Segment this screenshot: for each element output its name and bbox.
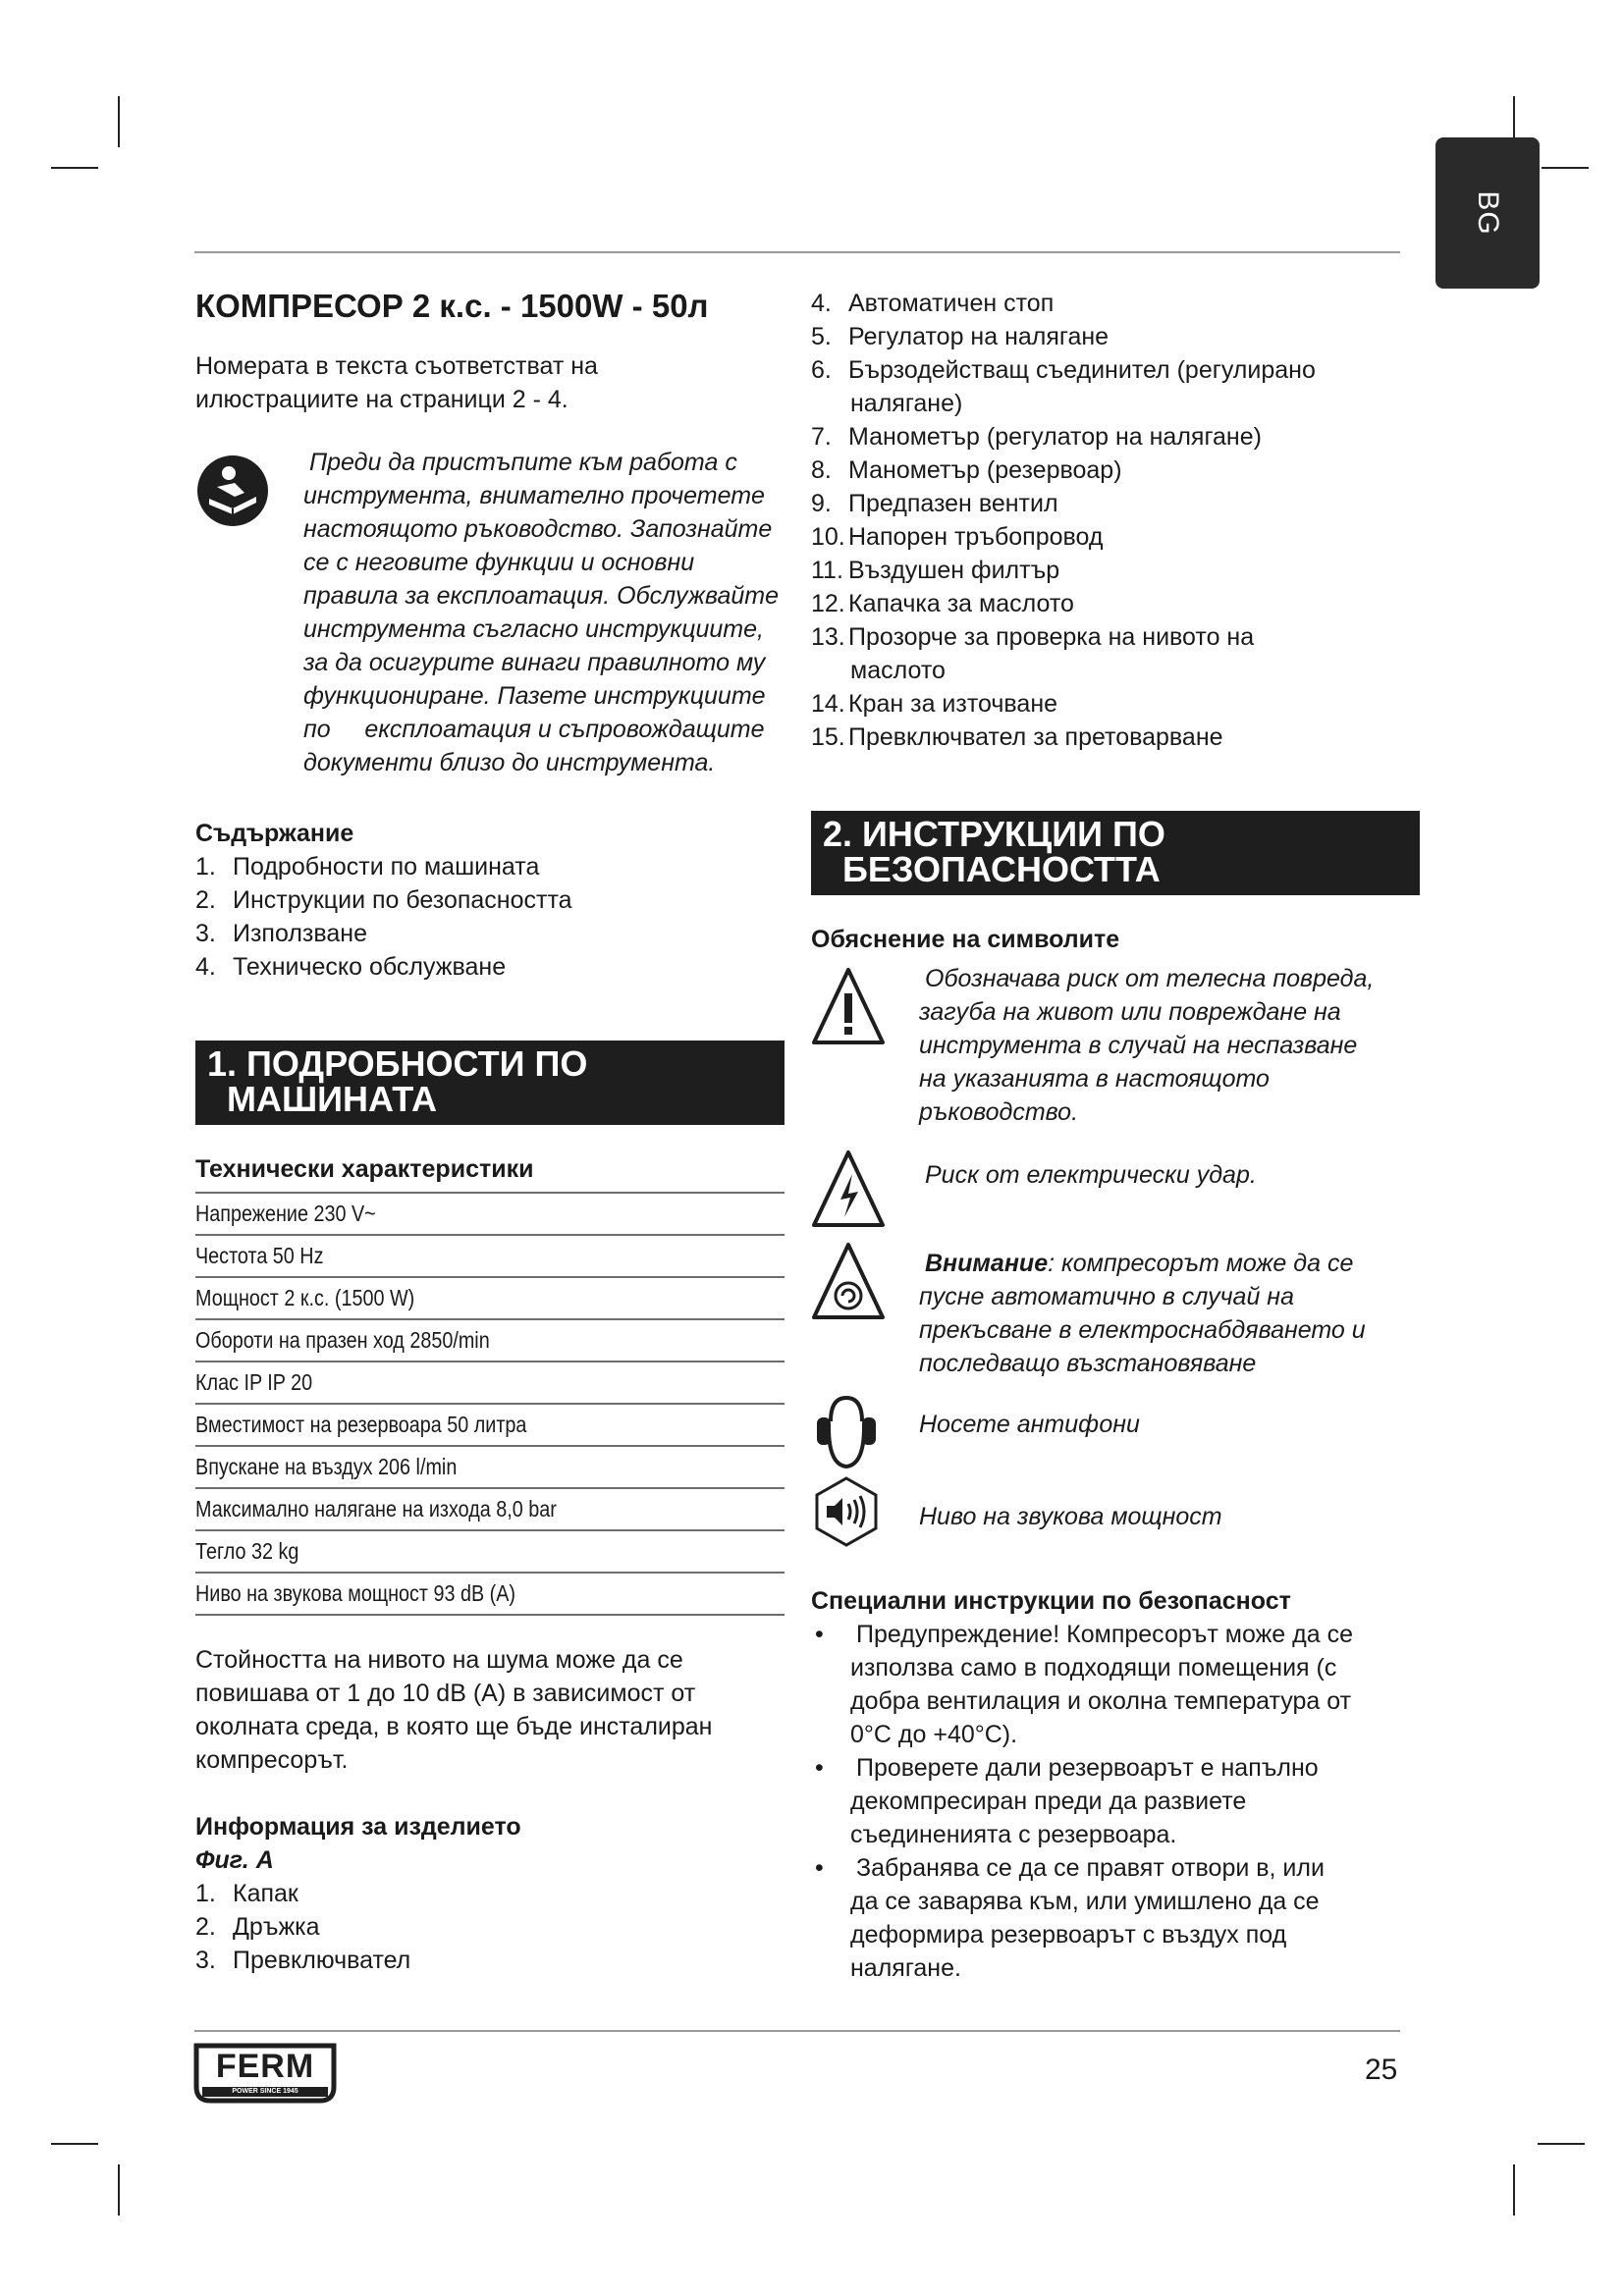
table-row: Клас IP IP 20 — [195, 1362, 785, 1404]
list-item: 3. Използване — [195, 920, 367, 947]
table-row: Вместимост на резервоара 50 литра — [195, 1404, 785, 1446]
list-item: 12. Капачка за маслото — [811, 590, 1074, 617]
table-row: Максимално налягане на изхода 8,0 bar — [195, 1488, 785, 1530]
list-item: 6. Бързодействащ съединител (регулирано налягане) — [811, 356, 1316, 417]
header-rule — [194, 251, 1400, 253]
symbol-sound-power: Ниво на звукова мощност — [811, 1486, 1420, 1584]
list-item: 1. Подробности по машината — [195, 853, 540, 881]
crop-mark — [118, 96, 120, 147]
read-manual-notice: Преди да пристъпите към работа с инструмента, внимателно прочетете настоящото ръководство. Запознайте се с неговите функции и основни правила за експлоатация. Обслужвайте инструмента съгласно инструкциите, за да осигурите винаги правилното му функциониране. Пазете инструкциите по експлоатация и съпровождащите документи близо до инструмента. — [195, 446, 785, 779]
list-item: 1. Капак — [195, 1880, 298, 1907]
product-info-heading: Информация за изделието — [195, 1813, 521, 1841]
special-instructions-list — [811, 1618, 1420, 1985]
table-row: Ниво на звукова мощност 93 dB (A) — [195, 1573, 785, 1615]
contents-heading: Съдържание — [195, 820, 354, 847]
section-2-banner: 2. ИНСТРУКЦИИ ПО БЕЗОПАСНОСТТА — [811, 811, 1420, 895]
list-item: 3. Превключвател — [195, 1947, 411, 1974]
right-column — [811, 287, 1420, 1985]
list-item: 4. Техническо обслужване — [195, 953, 507, 981]
logo-brand: FERM — [215, 2048, 315, 2085]
sound-power-icon — [811, 1476, 882, 1547]
footer-rule — [194, 2030, 1400, 2032]
symbol-warning: Обозначава риск от телесна повреда, загуба на живот или повреждане на инструмента в случай на неспазване на указанията в настоящото ръководство. — [811, 962, 1420, 1129]
list-item: 8. Манометър (резервоар) — [811, 456, 1122, 484]
symbols-heading: Обяснение на символите — [811, 926, 1120, 953]
page-number: 25 — [1365, 2054, 1398, 2086]
list-item: 7. Манометър (регулатор на налягане) — [811, 423, 1262, 451]
list-item: 15. Превключвател за претоварване — [811, 723, 1223, 751]
attention-label: Внимание — [925, 1250, 1049, 1277]
crop-mark — [1542, 167, 1589, 169]
list-item: 11. Въздушен филтър — [811, 557, 1060, 584]
noise-note: Стойността на нивото на шума може да се повишава от 1 до 10 dB (A) в зависимост от околната среда, в която ще бъде инсталиран компресорът. — [195, 1646, 713, 1774]
parts-list-continued — [811, 287, 1420, 754]
language-tab — [1435, 137, 1540, 289]
symbol-auto-start: Внимание: компресорът може да се пусне автоматично в случай на прекъсване в електроснабдяването и последващо възстановяване — [811, 1247, 1420, 1380]
tech-spec-heading: Технически характеристики — [195, 1155, 534, 1183]
list-item: • Проверете дали резервоарът е напълно декомпресиран преди да развиете съединенията с резервоара. — [811, 1751, 1420, 1851]
warning-triangle-icon — [811, 966, 886, 1046]
list-item: 2. Дръжка — [195, 1913, 320, 1941]
table-row: Обороти на празен ход 2850/min — [195, 1319, 785, 1362]
read-manual-icon — [195, 454, 270, 528]
symbol-electric: Риск от електрически удар. — [811, 1158, 1420, 1233]
crop-mark — [118, 2164, 120, 2216]
left-column — [195, 287, 785, 1977]
list-item: 10. Напорен тръбопровод — [811, 523, 1104, 551]
list-item: 9. Предпазен вентил — [811, 490, 1058, 517]
crop-mark — [1538, 2143, 1585, 2145]
logo-tagline: POWER SINCE 1945 — [232, 2088, 298, 2095]
list-item: 5. Регулатор на налягане — [811, 323, 1110, 350]
figure-label: Фиг. A — [195, 1846, 274, 1874]
ferm-logo — [192, 2042, 338, 2105]
symbol-ear-protection: Носете антифони — [811, 1408, 1420, 1482]
page-title: КОМПРЕСОР 2 к.с. - 1500W - 50л — [195, 288, 709, 324]
tech-spec-table — [195, 1192, 785, 1616]
list-item: 2. Инструкции по безопасността — [195, 886, 572, 914]
section-1-banner: 1. ПОДРОБНОСТИ ПО МАШИНАТА — [195, 1041, 785, 1125]
crop-mark — [1513, 2164, 1515, 2216]
crop-mark — [51, 167, 98, 169]
list-item: 13. Прозорче за проверка на нивото на маслото — [811, 623, 1255, 684]
special-instructions-heading: Специални инструкции по безопасност — [811, 1587, 1291, 1615]
table-row: Тегло 32 kg — [195, 1530, 785, 1573]
language-code: BG — [1472, 190, 1504, 236]
list-item: • Предупреждение! Компресорът може да се използва само в подходящи помещения (с добра вентилация и околна температура от 0°C до +40°C). — [811, 1618, 1420, 1751]
electric-shock-icon — [811, 1148, 886, 1229]
table-row: Впускане на въздух 206 l/min — [195, 1446, 785, 1488]
list-item: 4. Автоматичен стоп — [811, 290, 1055, 317]
list-item: • Забранява се да се правят отвори в, или да се заварява към, или умишлено да се деформира резервоарът с въздух под налягане. — [811, 1851, 1420, 1985]
table-row: Честота 50 Hz — [195, 1235, 785, 1277]
table-row: Напрежение 230 V~ — [195, 1193, 785, 1235]
auto-start-warning-icon — [811, 1241, 886, 1321]
crop-mark — [51, 2143, 98, 2145]
table-row: Мощност 2 к.с. (1500 W) — [195, 1277, 785, 1319]
parts-list — [195, 1877, 785, 1977]
intro-text: Номерата в текста съответстват на илюстрациите на страници 2 - 4. — [195, 352, 598, 413]
ear-protection-icon — [811, 1392, 882, 1470]
contents-list — [195, 850, 785, 984]
list-item: 14. Кран за източване — [811, 690, 1058, 718]
